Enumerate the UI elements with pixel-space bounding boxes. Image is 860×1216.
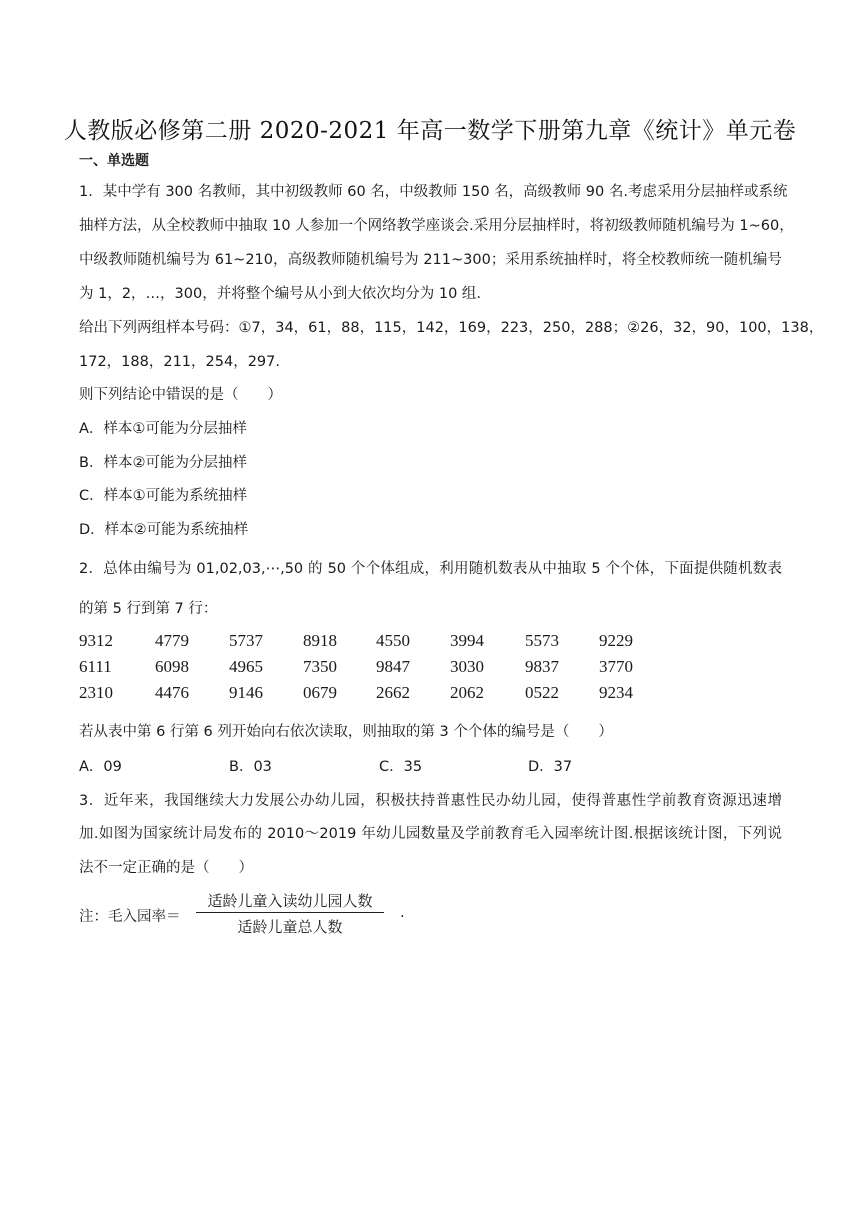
table-cell: 0679 (303, 683, 337, 702)
q1-option-d: D．样本②可能为系统抽样 (79, 522, 249, 538)
q2-option-b: B．03 (229, 759, 272, 775)
q3-prompt: 法不一定正确的是（ ） (79, 860, 253, 876)
table-cell: 0522 (525, 683, 559, 702)
table-cell: 2662 (376, 683, 410, 702)
q2-option-c: C．35 (379, 759, 423, 775)
table-cell: 4476 (155, 683, 189, 702)
table-cell: 6098 (155, 657, 189, 676)
q1-line-3: 中级教师随机编号为 61~210，高级教师随机编号为 211~300；采用系统抽样时，将全校教师统一随机编号 (79, 252, 782, 268)
q2-line-2: 的第 5 行到第 7 行： (79, 601, 218, 617)
q2-line-1: 2．总体由编号为 01,02,03,⋯,50 的 50 个个体组成，利用随机数表从中抽取 5 个个体，下面提供随机数表 (79, 561, 782, 577)
q3-note-prefix: 注：毛入园率＝ (79, 909, 181, 925)
q1-option-b: B．样本②可能为分层抽样 (79, 455, 247, 471)
table-cell: 8918 (303, 631, 337, 650)
table-cell: 2062 (450, 683, 484, 702)
q1-line-1: 1．某中学有 300 名教师，其中初级教师 60 名，中级教师 150 名，高级教师 90 名.考虑采用分层抽样或系统 (79, 184, 788, 200)
table-cell: 9847 (376, 657, 410, 676)
table-cell: 9229 (599, 631, 633, 650)
q1-line-2: 抽样方法，从全校教师中抽取 10 人参加一个网络教学座谈会.采用分层抽样时，将初级教师随机编号为 1~60， (79, 218, 794, 234)
table-cell: 6111 (79, 657, 112, 676)
table-cell: 7350 (303, 657, 337, 676)
table-cell: 5737 (229, 631, 263, 650)
fraction-numerator: 适龄儿童入读幼儿园人数 (207, 892, 373, 910)
table-cell: 4965 (229, 657, 263, 676)
q1-line-5: 给出下列两组样本号码：①7，34，61，88，115，142，169，223，250，288；②26，32，90，100，138， (79, 320, 824, 336)
table-cell: 4779 (155, 631, 189, 650)
q1-prompt: 则下列结论中错误的是（ ） (79, 387, 282, 403)
q2-option-d: D．37 (528, 759, 573, 775)
q3-line-1: 3．近年来，我国继续大力发展公办幼儿园，积极扶持普惠性民办幼儿园，使得普惠性学前教育资源迅速增 (79, 793, 782, 809)
table-cell: 3994 (450, 631, 484, 650)
table-cell: 3030 (450, 657, 484, 676)
table-cell: 4550 (376, 631, 410, 650)
q2-prompt: 若从表中第 6 行第 6 列开始向右依次读取，则抽取的第 3 个个体的编号是（ ） (79, 724, 613, 740)
table-cell: 9234 (599, 683, 633, 702)
q3-note-suffix: . (400, 905, 405, 921)
q1-option-c: C．样本①可能为系统抽样 (79, 488, 248, 504)
table-cell: 9312 (79, 631, 113, 650)
q1-line-4: 为 1，2，…，300，并将整个编号从小到大依次均分为 10 组. (79, 286, 482, 302)
fraction-denominator: 适龄儿童总人数 (237, 918, 343, 936)
table-cell: 9146 (229, 683, 263, 702)
fraction-bar (196, 912, 384, 913)
table-cell: 2310 (79, 683, 113, 702)
table-cell: 9837 (525, 657, 559, 676)
section-heading: 一、单选题 (79, 153, 149, 169)
table-cell: 3770 (599, 657, 633, 676)
table-cell: 5573 (525, 631, 559, 650)
q3-line-2: 加.如图为国家统计局发布的 2010～2019 年幼儿园数量及学前教育毛入园率统计图.根据该统计图，下列说 (79, 826, 782, 842)
q1-option-a: A．样本①可能为分层抽样 (79, 421, 247, 437)
q1-line-6: 172，188，211，254，297. (79, 354, 280, 370)
page-title: 人教版必修第二册 2020-2021 年高一数学下册第九章《统计》单元卷 (63, 118, 797, 144)
q2-option-a: A．09 (79, 759, 122, 775)
